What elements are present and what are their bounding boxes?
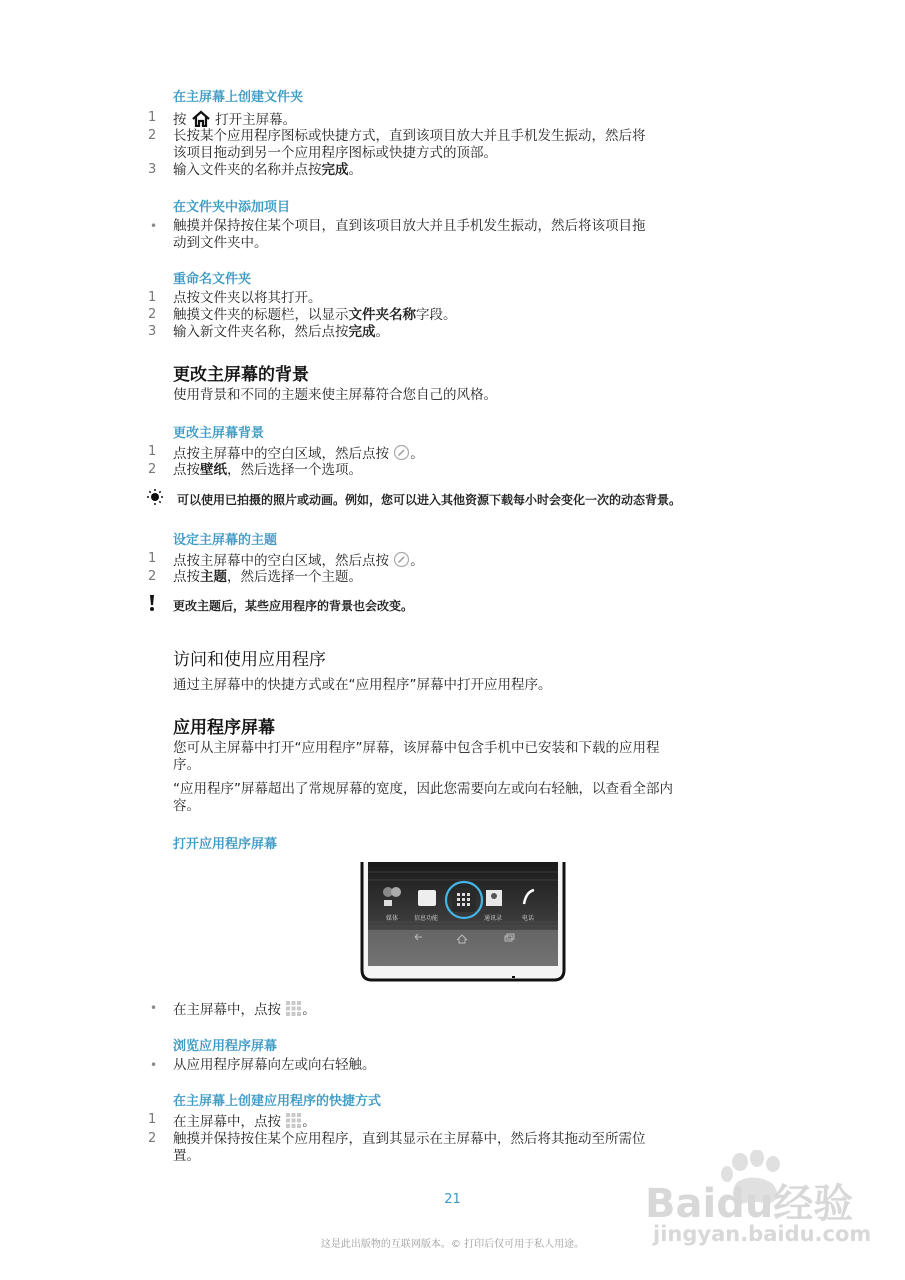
app-grid-icon bbox=[285, 1112, 302, 1129]
step-text: 点按主屏幕中的空白区域，然后点按 。 bbox=[173, 553, 424, 569]
section-title-browse-app-screen: 浏览应用程序屏幕 bbox=[173, 1039, 278, 1054]
section-title-create-shortcut: 在主屏幕上创建应用程序的快捷方式 bbox=[173, 1094, 382, 1109]
step-number: 2 bbox=[148, 462, 157, 477]
step-number: 2 bbox=[148, 307, 157, 322]
step-number: 1 bbox=[148, 444, 157, 459]
section-title-rename-folder: 重命名文件夹 bbox=[173, 272, 252, 287]
bullet: • bbox=[150, 219, 158, 233]
step-text: 点按主屏幕中的空白区域，然后点按 。 bbox=[173, 446, 424, 462]
app-grid-icon bbox=[285, 1000, 302, 1017]
step-text: 输入新文件夹名称，然后点按完成。 bbox=[173, 324, 389, 340]
step-text-line: 触摸并保持按住某个应用程序，直到其显示在主屏幕中，然后将其拖动至所需位 bbox=[173, 1131, 646, 1147]
bullet-text-line: 触摸并保持按住某个项目，直到该项目放大并且手机发生振动，然后将该项目拖 bbox=[173, 218, 646, 234]
step-text: 在主屏幕中，点按 。 bbox=[173, 1114, 316, 1130]
edit-pen-icon bbox=[393, 551, 410, 568]
section-intro: 使用背景和不同的主题来使主屏幕符合您自己的风格。 bbox=[173, 387, 497, 403]
section-title-create-folder: 在主屏幕上创建文件夹 bbox=[173, 90, 304, 105]
step-number: 1 bbox=[148, 290, 157, 305]
paragraph-line: 您可从主屏幕中打开“应用程序”屏幕，该屏幕中包含手机中已安装和下载的应用程 bbox=[173, 740, 660, 756]
step-text-line: 置。 bbox=[173, 1148, 200, 1164]
step-text: 触摸文件夹的标题栏，以显示文件夹名称字段。 bbox=[173, 307, 457, 323]
step-number: 3 bbox=[148, 324, 157, 339]
tip-text: 可以使用已拍摄的照片或动画。例如，您可以进入其他资源下载每小时会变化一次的动态背景。 bbox=[177, 493, 682, 507]
step-number: 3 bbox=[148, 162, 157, 177]
bullet-text-line: 动到文件夹中。 bbox=[173, 235, 268, 251]
bullet-text: 在主屏幕中，点按 。 bbox=[173, 1002, 316, 1018]
step-text: 点按主题，然后选择一个主题。 bbox=[173, 569, 362, 585]
dock-label-media: 媒体 bbox=[386, 915, 399, 922]
step-text: 输入文件夹的名称并点按完成。 bbox=[173, 162, 362, 178]
lightbulb-tip-icon bbox=[145, 488, 165, 506]
baidu-jingyan-watermark bbox=[645, 1150, 872, 1254]
step-text: 点按壁纸，然后选择一个选项。 bbox=[173, 462, 362, 478]
dock-label-phone: 电话 bbox=[522, 915, 535, 922]
section-title-add-items: 在文件夹中添加项目 bbox=[173, 200, 291, 215]
step-number: 2 bbox=[148, 1131, 157, 1146]
watermark-url: jingyan.baidu.com bbox=[653, 1222, 872, 1246]
paragraph-line: 容。 bbox=[173, 798, 200, 814]
step-number: 1 bbox=[148, 1112, 157, 1127]
page-number: 21 bbox=[444, 1192, 461, 1207]
step-text: 点按文件夹以将其打开。 bbox=[173, 290, 322, 306]
section-heading-access-apps: 访问和使用应用程序 bbox=[173, 650, 326, 670]
home-icon bbox=[191, 110, 211, 127]
bullet-text: 从应用程序屏幕向左或向右轻触。 bbox=[173, 1057, 376, 1073]
phone-frame bbox=[360, 862, 566, 982]
step-number: 2 bbox=[148, 128, 157, 143]
section-title-theme: 设定主屏幕的主题 bbox=[173, 533, 278, 548]
step-number: 2 bbox=[148, 569, 157, 584]
section-title-change-wallpaper: 更改主屏幕背景 bbox=[173, 426, 265, 441]
bullet: • bbox=[150, 1058, 158, 1072]
warning-text: 更改主题后，某些应用程序的背景也会改变。 bbox=[173, 599, 414, 613]
edit-pen-icon bbox=[393, 444, 410, 461]
phone-screenshot-illustration bbox=[360, 862, 566, 982]
dock-label-contacts: 通讯录 bbox=[484, 915, 503, 922]
step-number: 1 bbox=[148, 551, 157, 566]
paragraph-line: “应用程序”屏幕超出了常规屏幕的宽度，因此您需要向左或向右轻触，以查看全部内 bbox=[173, 781, 673, 797]
step-text-line: 长按某个应用程序图标或快捷方式，直到该项目放大并且手机发生振动，然后将 bbox=[173, 128, 646, 144]
section-heading-app-screen: 应用程序屏幕 bbox=[173, 718, 275, 738]
warning-exclamation-icon bbox=[147, 594, 157, 612]
dock-label-info: 信息功能 bbox=[414, 915, 439, 922]
watermark-brand: Baidu经验 bbox=[645, 1181, 854, 1227]
step-text: 按 打开主屏幕。 bbox=[173, 112, 297, 128]
section-heading-change-background: 更改主屏幕的背景 bbox=[173, 365, 309, 385]
bullet: • bbox=[150, 1001, 158, 1015]
step-number: 1 bbox=[148, 110, 157, 125]
step-text-line: 该项目拖动到另一个应用程序图标或快捷方式的顶部。 bbox=[173, 145, 497, 161]
section-intro: 通过主屏幕中的快捷方式或在“应用程序”屏幕中打开应用程序。 bbox=[173, 677, 552, 693]
section-title-open-app-screen: 打开应用程序屏幕 bbox=[173, 837, 278, 852]
footer-note: 这是此出版物的互联网版本。© 打印后仅可用于私人用途。 bbox=[320, 1239, 585, 1250]
paragraph-line: 序。 bbox=[173, 757, 200, 773]
